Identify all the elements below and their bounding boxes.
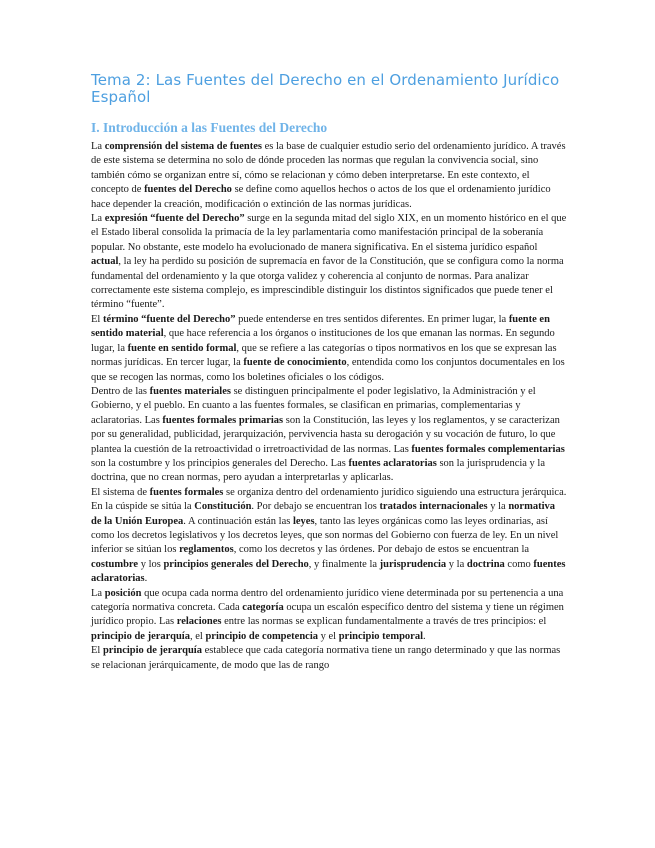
bold-term: tratados internacionales	[379, 501, 488, 513]
bold-term: fuente en sentido formal	[127, 342, 237, 354]
text-run: son la costumbre y los principios generales del Derecho. Las	[91, 457, 349, 469]
text-run: .	[423, 630, 426, 642]
bold-term: relaciones	[176, 616, 222, 628]
text-run: es la base de cualquier estudio serio del ordenamiento jurídico. A través de este sistema se determina no solo de dónde proceden las normas que regulan la convivencia social, sino también cómo se organizan entre sí, cómo se relacionan y cómo deben interpretarse. En este contexto, el concepto de	[91, 141, 566, 196]
body-paragraph	[91, 212, 568, 313]
text-run: , como los decretos y las órdenes. Por debajo de estos se encuentran la	[233, 544, 530, 556]
bold-term: normativa de la Unión Europea	[91, 501, 556, 527]
text-run: se organiza dentro del ordenamiento jurídico siguiendo una estructura jerárquica. En la cúspide se sitúa la	[91, 486, 567, 513]
text-run: El	[91, 313, 103, 325]
text-run: ocupa un escalón específico dentro del sistema y tiene un régimen jurídico propio. Las	[91, 602, 564, 628]
text-run: , entendida como los conjuntos documentales en los que se recogen las normas, como los boletines oficiales o los códigos.	[91, 357, 565, 383]
bold-term: fuentes formales	[149, 486, 224, 498]
bold-term: fuentes formales complementarias	[411, 443, 565, 455]
bold-term: principio temporal	[338, 630, 424, 642]
bold-term: principio de jerarquía	[102, 645, 202, 657]
text-run: . Por debajo se encuentran los	[251, 501, 380, 513]
text-run: .	[144, 573, 148, 585]
bold-term: término “fuente del Derecho”	[102, 313, 236, 325]
text-run: y la	[487, 501, 509, 513]
text-run: son la jurisprudencia y la doctrina, que no crean normas, pero ayudan a interpretarlas y aplicarlas.	[91, 457, 546, 484]
bold-term: fuentes materiales	[149, 385, 231, 397]
bold-term: fuentes aclaratorias	[91, 558, 566, 585]
text-run: Dentro de las	[91, 385, 150, 397]
bold-term: categoría	[242, 602, 284, 613]
text-run: , que se refiere a las categorías o tipos normativos en los que se expresan las normas jurídicas. En tercer lugar, la	[91, 342, 557, 369]
bold-term: fuentes formales primarias	[162, 414, 284, 426]
text-run: y la	[446, 558, 467, 570]
document-title: Tema 2: Las Fuentes del Derecho en el Ordenamiento Jurídico Español	[91, 71, 560, 106]
bold-term: costumbre	[91, 558, 139, 570]
text-run: y el	[318, 630, 339, 642]
text-run: La	[91, 587, 105, 599]
text-run: El sistema de	[91, 486, 150, 498]
text-run: que ocupa cada norma dentro del ordenamiento jurídico viene determinada por su pertenencia a una categoría normativa concreta. Cada	[91, 587, 564, 613]
body-paragraph	[91, 385, 568, 486]
bold-term: jurisprudencia	[379, 558, 447, 570]
bold-term: posición	[104, 587, 142, 599]
text-run: se distinguen principalmente el poder legislativo, la Administración y el Gobierno, y el pueblo. En cuanto a las fuentes formales, se clasifican en primarias, complementarias y aclaratorias. Las	[91, 385, 536, 426]
text-run: , y finalmente la	[308, 558, 380, 570]
body-paragraph	[91, 313, 568, 385]
body-paragraph	[91, 140, 568, 212]
bold-term: fuente de conocimiento	[243, 357, 347, 369]
text-run: La	[91, 213, 105, 225]
body-paragraph	[91, 587, 568, 645]
bold-term: principios generales del Derecho	[163, 558, 309, 570]
document-body	[91, 140, 568, 673]
text-run: , que hace referencia a los órganos o instituciones de los que emanan las normas. En segundo lugar, la	[91, 328, 555, 354]
text-run: establece que cada categoría normativa tiene un rango determinado y que las normas se relacionan jerárquicamente, de modo que las de rango	[91, 645, 561, 671]
text-run: La	[91, 141, 105, 152]
text-run: y los	[138, 558, 164, 570]
section-heading: I. Introducción a las Fuentes del Derecho	[91, 120, 328, 135]
bold-term: comprensión del sistema de fuentes	[104, 141, 263, 152]
bold-term: doctrina	[466, 558, 505, 570]
bold-term: principio de jerarquía	[91, 630, 190, 642]
text-run: puede entenderse en tres sentidos diferentes. En primer lugar, la	[235, 313, 509, 325]
bold-term: actual	[91, 256, 119, 268]
body-paragraph	[91, 644, 568, 673]
bold-term: fuentes aclaratorias	[348, 457, 437, 469]
bold-term: reglamentos	[179, 544, 234, 556]
text-run: como	[504, 558, 534, 570]
text-run: , el	[189, 630, 206, 642]
text-run: se define como aquellos hechos o actos de los que el ordenamiento jurídico hace depender la creación, modificación o extinción de las normas jurídicas.	[91, 184, 551, 210]
text-run: , la ley ha perdido su posición de supremacía en favor de la Constitución, que se configura como la norma fundamental del ordenamiento y la que otorga validez y coherencia al conjunto de normas. Para analizar correctamente este sistema complejo, es imprescindible distinguir los distintos significados que puede tener el término “fuente”.	[91, 256, 564, 311]
text-run: El	[91, 645, 103, 657]
bold-term: fuentes del Derecho	[144, 184, 232, 196]
text-run: entre las normas se explican fundamentalmente a través de tres principios: el	[221, 616, 547, 628]
bold-term: leyes	[292, 515, 315, 527]
bold-term: Constitución	[194, 501, 252, 513]
text-run: , tanto las leyes orgánicas como las leyes ordinarias, así como los decretos legislativos y los decretos leyes, que son normas del Gobierno con fuerza de ley. En un nivel inferior se sitúan los	[91, 515, 559, 556]
text-run: son la Constitución, las leyes y los reglamentos, y se caracterizan por su generalidad, publicidad, jerarquización, pervivencia hasta su derogación y su vocación de futuro, lo que plantea la cuestión de la retroactividad o irretroactividad de las normas. Las	[91, 414, 560, 455]
text-run: surge en la segunda mitad del siglo XIX, en un momento histórico en el que el Estado liberal consolida la primacía de la ley parlamentaria como manifestación principal de la soberanía popular. No obstante, este modelo ha evolucionado de manera significativa. En el sistema jurídico español	[91, 213, 567, 253]
body-paragraph	[91, 486, 568, 587]
bold-term: expresión “fuente del Derecho”	[104, 213, 245, 225]
bold-term: fuente en sentido material	[91, 313, 550, 340]
text-run: . A continuación están las	[183, 515, 293, 527]
bold-term: principio de competencia	[205, 630, 319, 642]
